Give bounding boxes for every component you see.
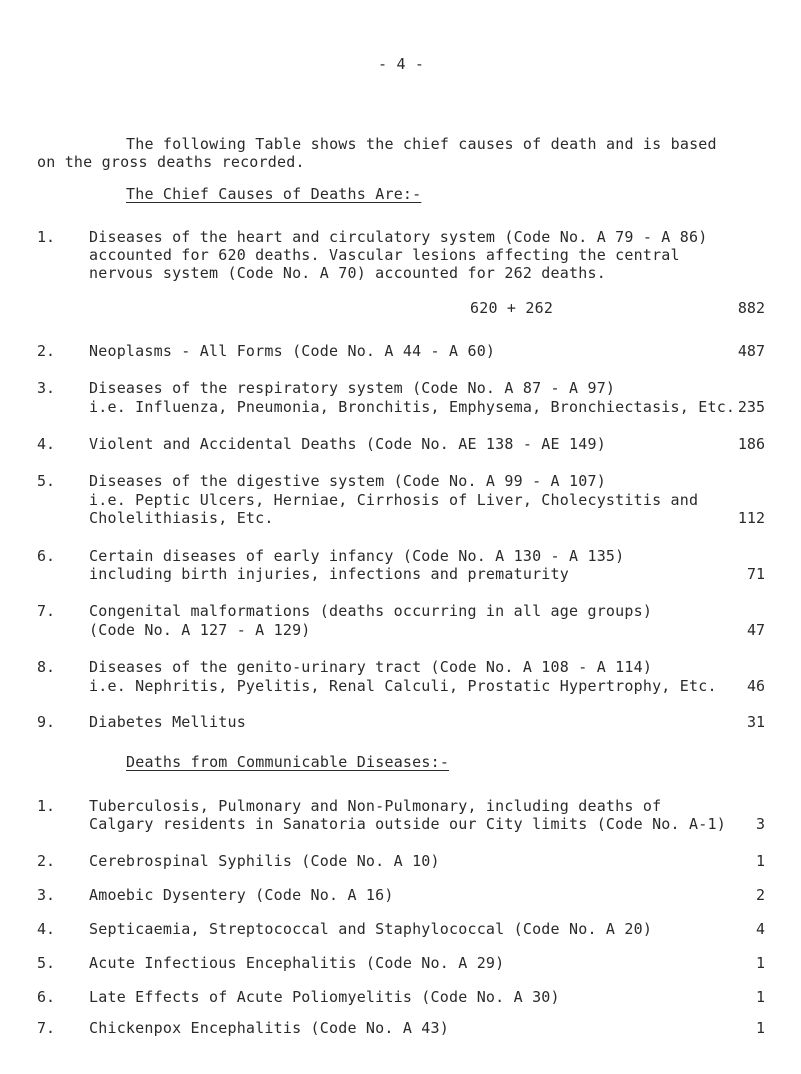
item-text: Cerebrospinal Syphilis (Code No. A 10) [89,852,440,870]
item-text: Chickenpox Encephalitis (Code No. A 43) [89,1019,449,1037]
item-index: 7. [37,602,56,620]
chief-causes-heading: The Chief Causes of Deaths Are:- [126,185,422,203]
item-index: 5. [37,472,56,490]
item-count: 1 [755,954,765,972]
item-count: 1 [755,852,765,870]
item-index: 4. [37,435,56,453]
item-count: 46 [746,677,765,695]
item-count: 71 [746,565,765,583]
item-index: 3. [37,379,56,397]
item-text: accounted for 620 deaths. Vascular lesions affecting the central [89,246,680,264]
item-count: 31 [746,713,765,731]
item-index: 1. [37,797,56,815]
item-index: 2. [37,342,56,360]
page-number: - 4 - [378,55,425,73]
item-text: (Code No. A 127 - A 129) [89,621,311,639]
item-text: Acute Infectious Encephalitis (Code No. A 29) [89,954,505,972]
item-text: Septicaemia, Streptococcal and Staphylococcal (Code No. A 20) [89,920,653,938]
item-index: 5. [37,954,56,972]
item-count: 882 [737,299,765,317]
item-count: 47 [746,621,765,639]
item-count: 235 [737,398,765,416]
intro-line-1: The following Table shows the chief causes of death and is based [126,135,717,153]
item-index: 6. [37,988,56,1006]
item-text: including birth injuries, infections and prematurity [89,565,569,583]
item-count: 4 [755,920,765,938]
item-text: i.e. Influenza, Pneumonia, Bronchitis, Emphysema, Bronchiectasis, Etc. [89,398,736,416]
item-text: Violent and Accidental Deaths (Code No. AE 138 - AE 149) [89,435,606,453]
item-text: Diseases of the respiratory system (Code No. A 87 - A 97) [89,379,616,397]
item-count: 3 [755,815,765,833]
item-index: 9. [37,713,56,731]
item-count: 186 [737,435,765,453]
item-text: Amoebic Dysentery (Code No. A 16) [89,886,394,904]
item-index: 8. [37,658,56,676]
item-count: 2 [755,886,765,904]
item-index: 3. [37,886,56,904]
item-count: 1 [755,988,765,1006]
item-text: i.e. Nephritis, Pyelitis, Renal Calculi, Prostatic Hypertrophy, Etc. [89,677,717,695]
item-text: Congenital malformations (deaths occurring in all age groups) [89,602,653,620]
item-text: nervous system (Code No. A 70) accounted for 262 deaths. [89,264,606,282]
item-index: 4. [37,920,56,938]
item-text: Calgary residents in Sanatoria outside our City limits (Code No. A-1) [89,815,726,833]
item-index: 2. [37,852,56,870]
item-count: 1 [755,1019,765,1037]
item-count: 112 [737,509,765,527]
intro-line-2: on the gross deaths recorded. [37,153,305,171]
item-text: Certain diseases of early infancy (Code No. A 130 - A 135) [89,547,625,565]
item-count: 487 [737,342,765,360]
item-text: Diabetes Mellitus [89,713,246,731]
item-text: Cholelithiasis, Etc. [89,509,274,527]
item-index: 6. [37,547,56,565]
item-sum: 620 + 262 [470,299,554,317]
item-index: 7. [37,1019,56,1037]
communicable-heading: Deaths from Communicable Diseases:- [126,753,450,771]
item-text: Diseases of the genito-urinary tract (Code No. A 108 - A 114) [89,658,653,676]
item-text: Neoplasms - All Forms (Code No. A 44 - A 60) [89,342,496,360]
item-text: Tuberculosis, Pulmonary and Non-Pulmonary, including deaths of [89,797,662,815]
item-text: i.e. Peptic Ulcers, Herniae, Cirrhosis of Liver, Cholecystitis and [89,491,699,509]
item-text: Diseases of the digestive system (Code No. A 99 - A 107) [89,472,606,490]
item-text: Diseases of the heart and circulatory system (Code No. A 79 - A 86) [89,228,708,246]
item-text: Late Effects of Acute Poliomyelitis (Code No. A 30) [89,988,560,1006]
item-index: 1. [37,228,56,246]
